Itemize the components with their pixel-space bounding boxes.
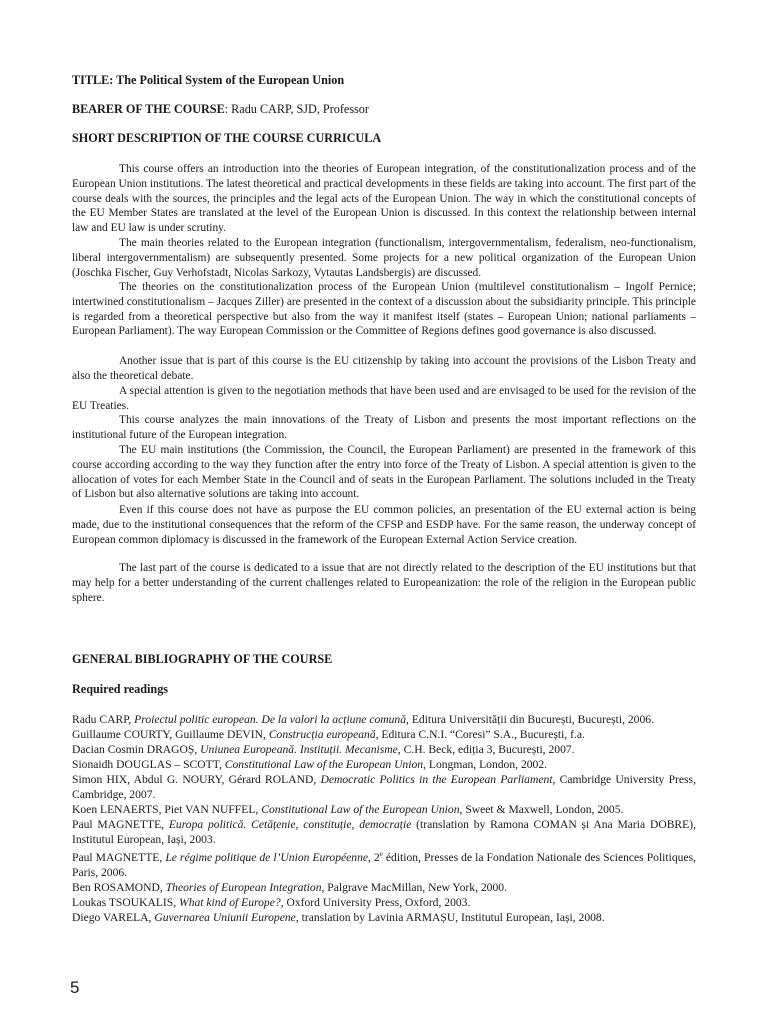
- bib-publisher: , Palgrave MacMillan, New York, 2000.: [321, 881, 507, 894]
- bibliography-item: [72, 847, 696, 880]
- bibliography-item: [72, 895, 696, 910]
- bib-publisher: , translation by Lavinia ARMAȘU, Institutul European, Iași, 2008.: [295, 911, 605, 924]
- bib-publisher: , C.H. Beck, ediția 3, București, 2007.: [397, 743, 575, 756]
- bib-publisher: , Sweet & Maxwell, London, 2005.: [459, 803, 624, 816]
- bibliography-item: [72, 817, 696, 847]
- bib-title: Theories of European Integration: [165, 881, 322, 894]
- bib-author: Ben ROSAMOND,: [72, 881, 166, 894]
- bearer-label: BEARER OF THE COURSE: [72, 102, 225, 116]
- page-number: 5: [70, 978, 80, 997]
- bibliography-item: [72, 712, 696, 727]
- course-title: : The Political System of the European Union: [109, 73, 345, 87]
- short-description-heading: SHORT DESCRIPTION OF THE COURSE CURRICULA: [72, 131, 382, 145]
- bibliography-item: [72, 802, 696, 817]
- bib-publisher: , Oxford University Press, Oxford, 2003.: [280, 896, 471, 909]
- bib-title: Construcția europeană: [268, 728, 376, 741]
- bib-author: Koen LENAERTS, Piet VAN NUFFEL,: [72, 803, 262, 816]
- title-label: TITLE: [72, 73, 110, 87]
- paragraph-citizenship: Another issue that is part of this course is the EU citizenship by taking into account the provisions of the Lisbon Treaty and also the theoretical debate.: [72, 355, 696, 382]
- paragraph-religion: The last part of the course is dedicated to a issue that are not directly related to the description of the EU institutions but that may help for a better understanding of the current challenges related to Europeanization: the role of the religion in the European public sphere.: [72, 562, 696, 604]
- bibliography-list: [72, 712, 696, 925]
- bib-title: Democratic Politics in the European Parliament: [320, 773, 553, 786]
- bib-author: Sionaidh DOUGLAS – SCOTT,: [72, 758, 225, 771]
- paragraph-theories: The main theories related to the European integration (functionalism, intergovernmentalism, federalism, neo-functionalism, liberal intergovernmentalism) are subsequently presented. Some projects for a new political organization of the European Union (Joschka Fischer, Guy Verhofstadt, Nicolas Sarkozy, Vytautas Landsbergis) are discussed.: [72, 237, 696, 279]
- bib-author: Dacian Cosmin DRAGOȘ,: [72, 743, 201, 756]
- bib-title: Guvernarea Uniunii Europene: [154, 911, 296, 924]
- bibliography-item: [72, 742, 696, 757]
- bib-author: Guillaume COURTY, Guillaume DEVIN,: [72, 728, 269, 741]
- bib-publisher: , 2: [368, 851, 380, 864]
- bib-title: Constitutional Law of the European Union: [224, 758, 424, 771]
- bib-title: What kind of Europe?: [179, 896, 281, 909]
- bib-title: Uniunea Europeană. Instituții. Mecanisme: [200, 743, 398, 756]
- bibliography-item: [72, 772, 696, 802]
- bib-publisher: , Longman, London, 2002.: [423, 758, 548, 771]
- paragraph-constitutionalization: The theories on the constitutionalization process of the European Union (multilevel constitutionalism – Ingolf Pernice; intertwined constitutionalism – Jacques Ziller) are presented in the context of a discussion about the subsidiarity principle. This principle is regarded from a theoretical perspective but also from the way it manifest itself (states – European Union; national parliaments – European Parliament). The way European Commission or the Committee of Regions defines good governance is also discussed.: [72, 281, 696, 338]
- required-readings-heading: Required readings: [72, 682, 169, 696]
- course-title-line: [72, 73, 344, 88]
- bibliography-item: [72, 880, 696, 895]
- bib-publisher: , Editura Universității din București, București, 2006.: [406, 713, 654, 726]
- bib-publisher: (translation by Ramona COMAN și Ana Maria DOBRE), Institutul European, Iași, 2003.: [72, 818, 696, 846]
- paragraph-institutions: The EU main institutions (the Commission, the Council, the European Parliament) are presented in the framework of this course according according to the way they function after the entry into force of the Treaty of Lisbon. A special attention is given to the allocation of votes for each Member State in the Council and of seats in the European Parliament. The solutions included in the Treaty of Lisbon but also alternative solutions are taking into account.: [72, 444, 696, 501]
- bib-publisher: , Cambridge University Press, Cambridge, 2007.: [72, 773, 696, 801]
- edition-superscript: e: [379, 850, 383, 858]
- paragraph-lisbon: This course analyzes the main innovations of the Treaty of Lisbon and presents the most important reflections on the institutional future of the European integration.: [72, 414, 696, 441]
- bibliography-item: [72, 727, 696, 742]
- bib-author: Simon HIX, Abdul G. NOURY, Gérard ROLAND,: [72, 773, 321, 786]
- bib-publisher: , Editura C.N.I. “Coresi” S.A., București, f.a.: [375, 728, 585, 741]
- bib-title: Constitutional Law of the European Union: [261, 803, 460, 816]
- course-bearer-line: [72, 102, 369, 117]
- bib-author: Loukas TSOUKALIS,: [72, 896, 180, 909]
- bib-author: Diego VARELA,: [72, 911, 155, 924]
- bib-author: Paul MAGNETTE,: [72, 818, 169, 831]
- bib-title: Europa politică. Cetățenie, constituție, democrație: [168, 818, 412, 831]
- paragraph-external-action: Even if this course does not have as purpose the EU common policies, an presentation of the EU external action is being made, due to the institutional consequences that the reform of the CFSP and ESDP have. For the same reason, the underway concept of European common diplomacy is discussed in the framework of the European External Action Service creation.: [72, 504, 696, 546]
- bib-author: Paul MAGNETTE,: [72, 851, 166, 864]
- bib-title: Proiectul politic european. De la valori la acțiune comună: [134, 713, 407, 726]
- paragraph-negotiation: A special attention is given to the negotiation methods that have been used and are envisaged to be used for the revision of the EU Treaties.: [72, 385, 696, 412]
- course-bearer: : Radu CARP, SJD, Professor: [224, 102, 369, 116]
- bib-author: Radu CARP,: [72, 713, 135, 726]
- bibliography-heading: GENERAL BIBLIOGRAPHY OF THE COURSE: [72, 652, 333, 666]
- bib-publisher-cont: édition, Presses de la Fondation Nationale des Sciences Politiques, Paris, 2006.: [72, 851, 696, 879]
- bib-title: Le régime politique de l’Union Européenne: [165, 851, 369, 864]
- bibliography-item: [72, 757, 696, 772]
- paragraph-intro: This course offers an introduction into the theories of European integration, of the constitutionalization process and of the European Union institutions. The latest theoretical and practical developments in these fields are taking into account. The first part of the course deals with the sources, the principles and the legal acts of the European Union. The way in which the constitutional concepts of the EU Member States are translated at the level of the European Union is discussed. In this context the relationship between internal law and EU law is under scrutiny.: [72, 163, 696, 235]
- bibliography-item: [72, 910, 696, 925]
